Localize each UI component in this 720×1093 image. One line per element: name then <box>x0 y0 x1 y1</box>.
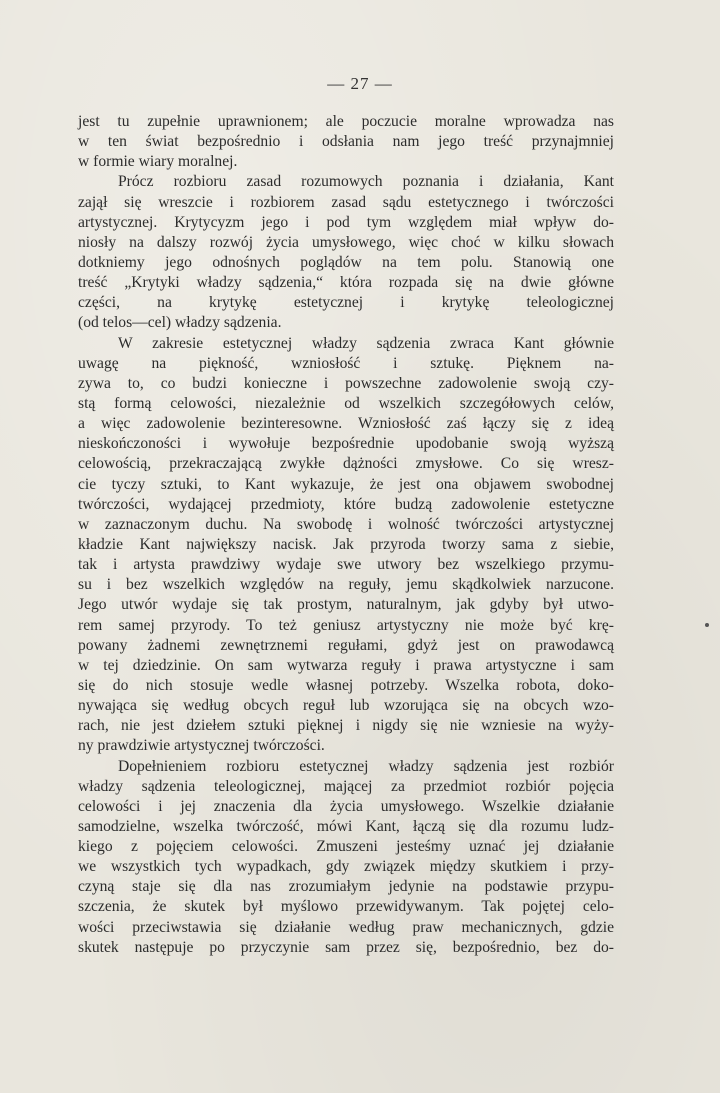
text-line: skutek następuje po przyczynie sam przez się, bezpośrednio, bez do- <box>78 938 614 956</box>
text-line: powany żadnemi zewnętrznemi regułami, gdyż jest on prawodawcą <box>78 636 614 654</box>
text-line: twórczości, wydającej przedmioty, które budzą zadowolenie estetyczne <box>78 495 614 513</box>
text-line: szczenia, że skutek był myślowo przewidywanym. Tak pojętej celo- <box>78 898 614 916</box>
text-line: rem samej przyrody. To też geniusz artystyczny nie może być krę- <box>78 616 614 634</box>
text-line: ny prawdziwie artystycznej twórczości. <box>78 737 325 755</box>
text-line: cie tyczy sztuki, to Kant wykazuje, że jest ona objawem swobodnej <box>78 475 614 493</box>
text-line: celowością, przekraczającą zwykłe dążności zmysłowe. Co się wresz- <box>78 455 614 473</box>
text-line: władzy sądzenia teleologicznej, mającej za przedmiot rozbiór pojęcia <box>78 777 614 795</box>
text-line: W zakresie estetycznej władzy sądzenia zwraca Kant głównie <box>118 334 614 352</box>
text-line: (od telos—cel) władzy sądzenia. <box>78 314 282 332</box>
text-line: nieskończoności i wywołuje bezpośrednie upodobanie swoją wyższą <box>78 435 614 453</box>
text-line: w formie wiary moralnej. <box>78 153 238 171</box>
text-line: artystycznej. Krytycyzm jego i pod tym względem miał wpływ do- <box>78 213 614 231</box>
body-text <box>78 112 614 958</box>
text-line: zajął się wreszcie i rozbiorem zasad sądu estetycznego i twórczości <box>78 193 614 211</box>
page-number: — 27 — <box>327 74 393 93</box>
text-line: rach, nie jest dziełem sztuki pięknej i nigdy się nie wzniesie na wyży- <box>78 717 614 735</box>
text-line: tak i artysta prawdziwy wydaje swe utwory bez wszelkiego przymu- <box>78 556 614 574</box>
text-line: we wszystkich tych wypadkach, gdy związek między skutkiem i przy- <box>78 858 614 876</box>
text-line: części, na krytykę estetycznej i krytykę teleologicznej <box>78 294 614 312</box>
text-line: celowości i jej znaczenia dla życia umysłowego. Wszelkie działanie <box>78 797 614 815</box>
text-line: niosły na dalszy rozwój życia umysłowego, więc choć w kilku słowach <box>78 233 614 251</box>
text-line: kiego z pojęciem celowości. Zmuszeni jesteśmy uznać jej działanie <box>78 838 614 856</box>
text-line: dotkniemy jego odnośnych poglądów na tem polu. Stanowią one <box>78 253 614 271</box>
text-line: kładzie Kant największy nacisk. Jak przyroda tworzy sama z siebie, <box>78 535 614 553</box>
text-line: Prócz rozbioru zasad rozumowych poznania i działania, Kant <box>118 173 614 191</box>
text-line: Dopełnieniem rozbioru estetycznej władzy sądzenia jest rozbiór <box>118 757 614 775</box>
text-line: nywająca się według obcych reguł lub wzorująca się na obcych wzo- <box>78 697 614 715</box>
text-line: czyną staje się dla nas zrozumiałym jedynie na podstawie przypu- <box>78 878 614 896</box>
text-line: w tej dziedzinie. On sam wytwarza reguły i prawa artystyczne i sam <box>78 656 614 674</box>
text-line: zywa to, co budzi konieczne i powszechne zadowolenie swoją czy- <box>78 374 614 392</box>
text-line: Jego utwór wydaje się tak prostym, naturalnym, jak gdyby był utwo- <box>78 596 614 614</box>
text-line: jest tu zupełnie uprawnionem; ale poczucie moralne wprowadza nas <box>78 113 614 130</box>
text-line: w zaznaczonym duchu. Na swobodę i wolność twórczości artystycznej <box>78 515 614 533</box>
text-line: a więc zadowolenie bezinteresowne. Wzniosłość zaś łączy się z ideą <box>78 415 614 433</box>
text-line: stą formą celowości, niezależnie od wszelkich szczegółowych celów, <box>78 394 614 412</box>
text-line: w ten świat bezpośrednio i odsłania nam jego treść przynajmniej <box>78 133 614 151</box>
text-line: su i bez wszelkich względów na reguły, jemu skądkolwiek narzucone. <box>78 576 614 594</box>
margin-ink-dot <box>705 623 709 627</box>
text-line: treść „Krytyki władzy sądzenia,“ która rozpada się na dwie główne <box>78 274 614 292</box>
text-line: się do nich stosuje wedle własnej potrzeby. Wszelka robota, doko- <box>78 676 614 694</box>
text-line: uwagę na piękność, wzniosłość i sztukę. Pięknem na- <box>78 354 614 372</box>
text-line: wości przeciwstawia się działanie według praw mechanicznych, gdzie <box>78 918 614 936</box>
text-line: samodzielne, wszelka twórczość, mówi Kant, łączą się dla rozumu ludz- <box>78 817 614 835</box>
